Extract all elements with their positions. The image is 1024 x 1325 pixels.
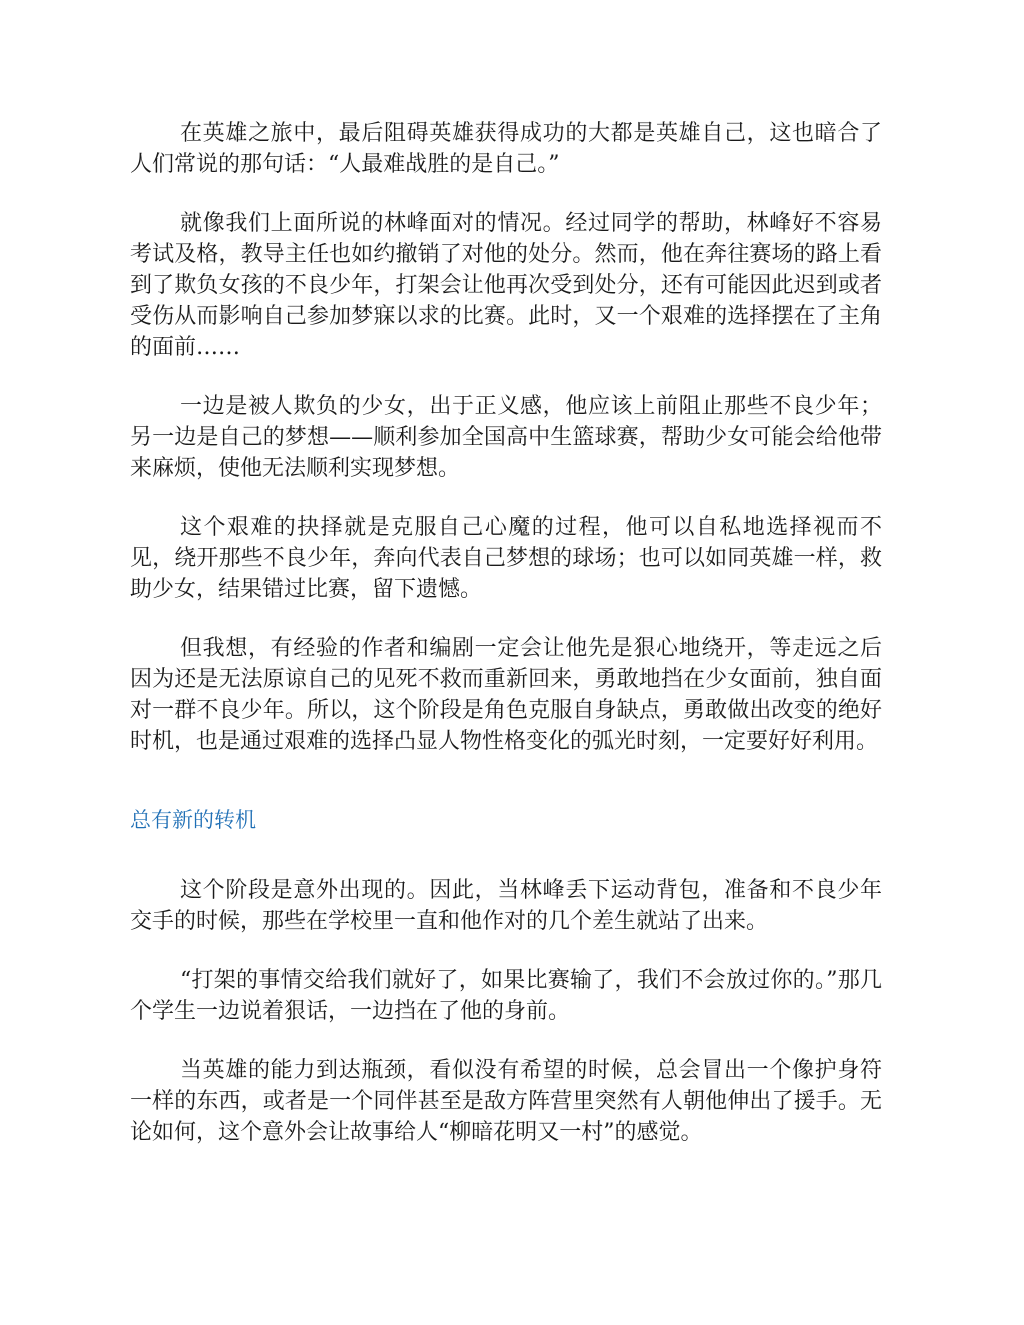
- paragraph: 但我想，有经验的作者和编剧一定会让他先是狠心地绕开，等走远之后因为还是无法原谅自己的见死不救而重新回来，勇敢地挡在少女面前，独自面对一群不良少年。所以，这个阶段是角色克服自身缺点，勇敢做出改变的绝好时机，也是通过艰难的选择凸显人物性格变化的弧光时刻，一定要好好利用。: [130, 636, 882, 754]
- section-heading: 总有新的转机: [130, 808, 256, 832]
- paragraph: 一边是被人欺负的少女，出于正义感，他应该上前阻止那些不良少年；另一边是自己的梦想——顺利参加全国高中生篮球赛，帮助少女可能会给他带来麻烦，使他无法顺利实现梦想。: [130, 394, 882, 481]
- paragraph: “打架的事情交给我们就好了，如果比赛输了，我们不会放过你的。”那几个学生一边说着狠话，一边挡在了他的身前。: [130, 968, 882, 1024]
- paragraph: 在英雄之旅中，最后阻碍英雄获得成功的大都是英雄自己，这也暗合了人们常说的那句话：“人最难战胜的是自己。”: [130, 121, 882, 177]
- paragraph: 就像我们上面所说的林峰面对的情况。经过同学的帮助，林峰好不容易考试及格，教导主任也如约撤销了对他的处分。然而，他在奔往赛场的路上看到了欺负女孩的不良少年，打架会让他再次受到处分，还有可能因此迟到或者受伤从而影响自己参加梦寐以求的比赛。此时，又一个艰难的选择摆在了主角的面前……: [130, 211, 882, 360]
- document-body: [130, 118, 882, 1176]
- paragraph: 当英雄的能力到达瓶颈，看似没有希望的时候，总会冒出一个像护身符一样的东西，或者是一个同伴甚至是敌方阵营里突然有人朝他伸出了援手。无论如何，这个意外会让故事给人“柳暗花明又一村”的感觉。: [130, 1058, 882, 1145]
- paragraph: 这个艰难的抉择就是克服自己心魔的过程，他可以自私地选择视而不见，绕开那些不良少年，奔向代表自己梦想的球场；也可以如同英雄一样，救助少女，结果错过比赛，留下遗憾。: [130, 515, 882, 602]
- paragraph: 这个阶段是意外出现的。因此，当林峰丢下运动背包，准备和不良少年交手的时候，那些在学校里一直和他作对的几个差生就站了出来。: [130, 878, 882, 934]
